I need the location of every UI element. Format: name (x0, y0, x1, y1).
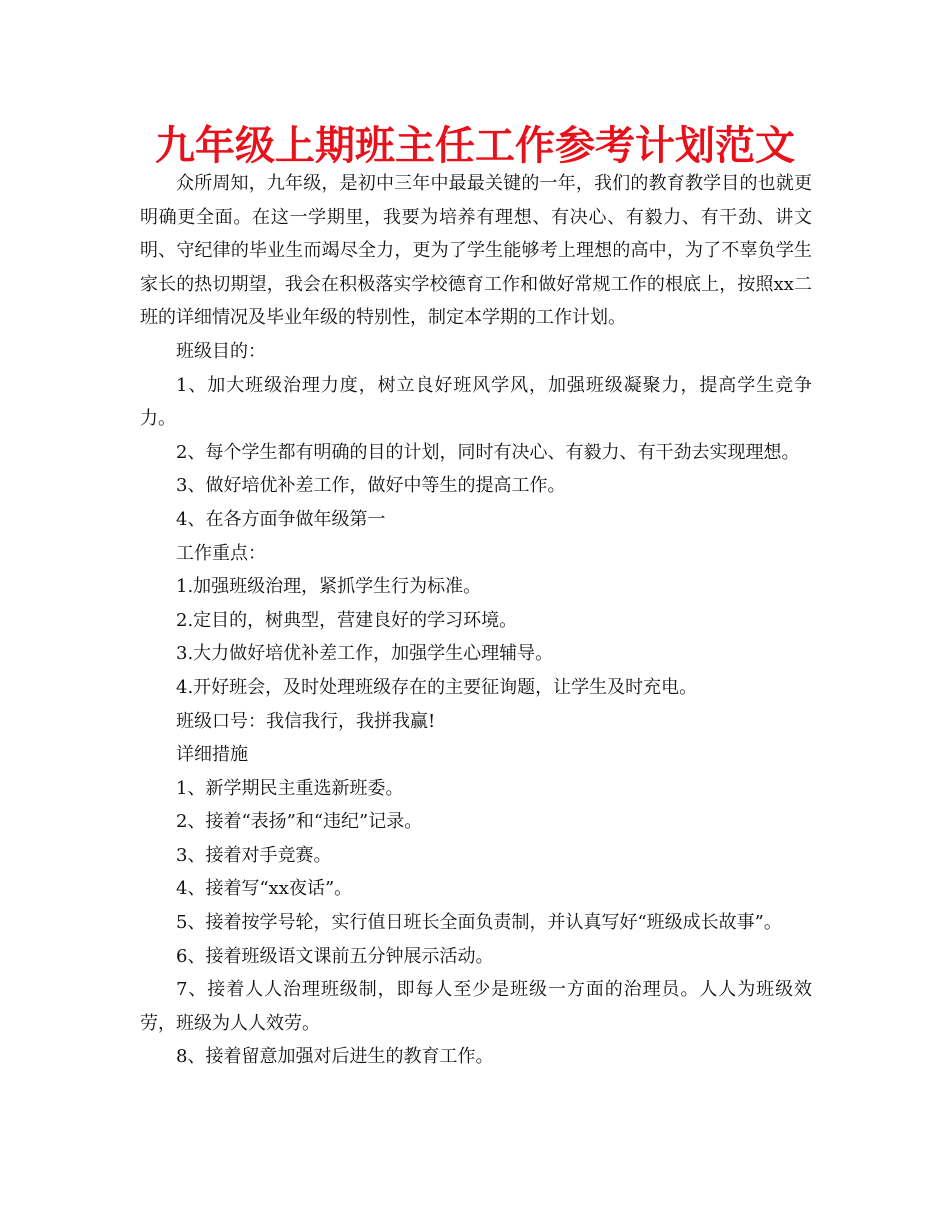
goal-item-2: 2、每个学生都有明确的目的计划，同时有决心、有毅力、有干劲去实现理想。 (176, 441, 800, 463)
measure-item-6: 6、接着班级语文课前五分钟展示活动。 (176, 945, 494, 967)
measure-item-2: 2、接着“表扬”和“违纪”记录。 (176, 811, 423, 833)
measure-item-7: 7、接着人人治理班级制，即每人至少是班级一方面的治理员。人人为班级效劳，班级为人人效劳。 (140, 979, 812, 1034)
measure-item-1: 1、新学期民主重选新班委。 (176, 777, 404, 799)
focus-item-2: 2.定目的，树典型，营建良好的学习环境。 (176, 609, 518, 631)
goal-item-1: 1、加大班级治理力度，树立良好班风学风，加强班级凝聚力，提高学生竞争力。 (140, 374, 812, 430)
goal-item-4: 4、在各方面争做年级第一 (176, 508, 386, 530)
measure-item-8: 8、接着留意加强对后进生的教育工作。 (176, 1046, 494, 1068)
focus-item-3: 3.大力做好培优补差工作，加强学生心理辅导。 (176, 643, 554, 665)
goal-item-3: 3、做好培优补差工作，做好中等生的提高工作。 (176, 475, 566, 497)
focus-item-1: 1.加强班级治理，紧抓学生行为标准。 (176, 576, 482, 598)
measure-item-4: 4、接着写“xx夜话”。 (176, 878, 353, 900)
heading-measures: 详细措施 (176, 744, 248, 766)
heading-work-focus: 工作重点： (176, 542, 266, 564)
class-slogan: 班级口号：我信我行，我拼我赢! (176, 710, 436, 732)
heading-class-goals: 班级目的： (176, 340, 266, 362)
document-title: 九年级上期班主任工作参考计划范文 (155, 123, 795, 169)
measure-item-5: 5、接着按学号轮，实行值日班长全面负责制，并认真写好“班级成长故事”。 (176, 912, 782, 934)
paragraph-intro: 众所周知，九年级，是初中三年中最最关键的一年，我们的教育教学目的也就更明确更全面。在这一学期里，我要为培养有理想、有决心、有毅力、有干劲、讲文明、守纪律的毕业生而竭尽全力，更为了学生能够考上理想的高中，为了不辜负学生家长的热切期望，我会在积极落实学校德育工作和做好常规工作的根底上，按照xx二班的详细情况及毕业年级的特别性，制定本学期的工作计划。 (140, 173, 812, 329)
measure-item-3: 3、接着对手竞赛。 (176, 844, 332, 866)
focus-item-4: 4.开好班会，及时处理班级存在的主要征询题，让学生及时充电。 (176, 676, 698, 698)
document-body (140, 167, 812, 1074)
